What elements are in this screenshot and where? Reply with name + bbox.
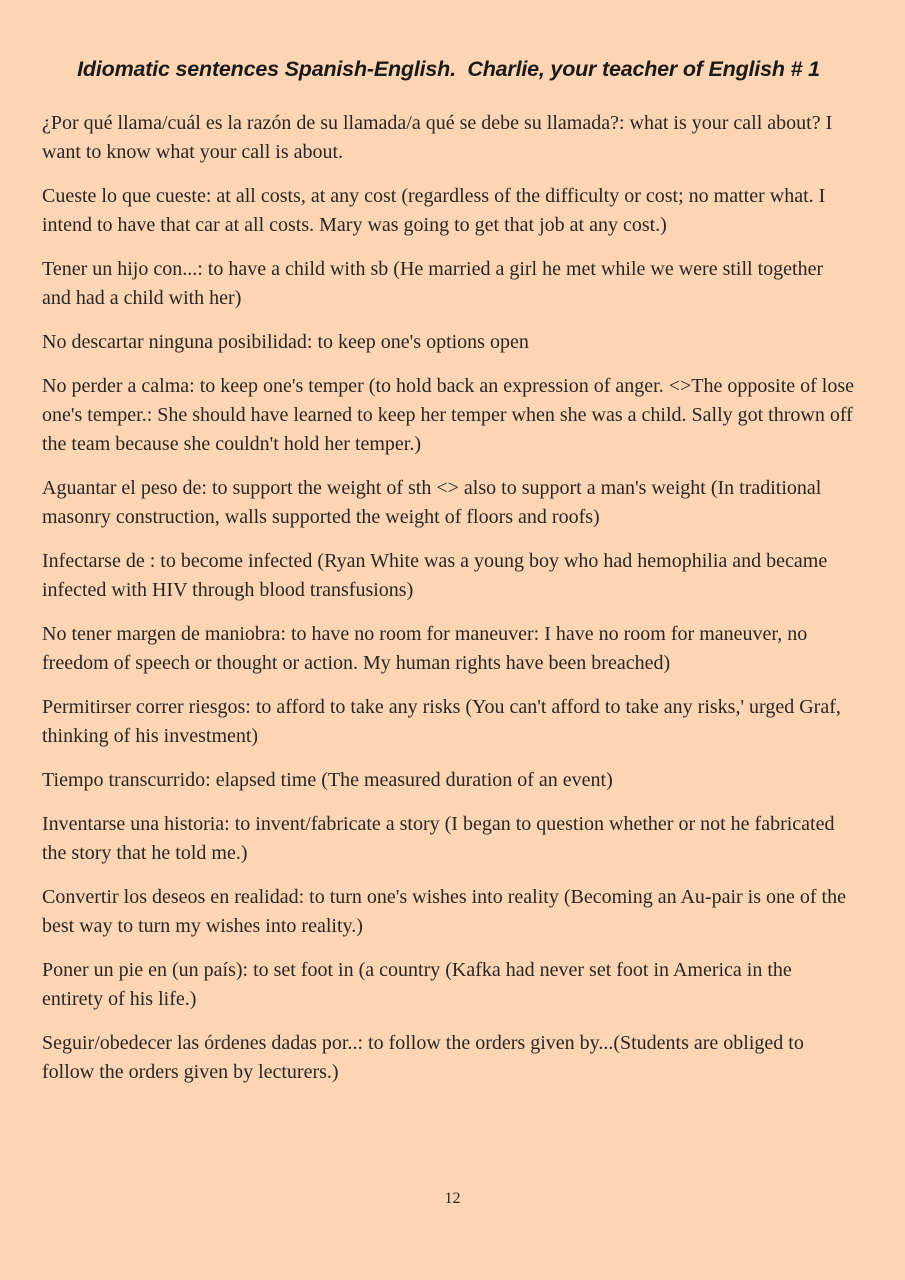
page-title: Idiomatic sentences Spanish-English. Charlie, your teacher of English # 1 <box>77 57 820 81</box>
paragraph: No perder a calma: to keep one's temper (to hold back an expression of anger. <>The opposite of lose one's temper.: She should have learned to keep her temper when she was a child. Sally got thrown off the team because she couldn't hold her temper.) <box>42 375 855 455</box>
paragraph: Aguantar el peso de: to support the weight of sth <> also to support a man's weight (In traditional masonry construction, walls supported the weight of floors and roofs) <box>42 477 822 528</box>
paragraph: No descartar ninguna posibilidad: to keep one's options open <box>42 331 529 353</box>
paragraph: Tener un hijo con...: to have a child with sb (He married a girl he met while we were still together and had a child with her) <box>42 258 824 309</box>
paragraph: No tener margen de maniobra: to have no room for maneuver: I have no room for maneuver, no freedom of speech or thought or action. My human rights have been breached) <box>42 623 808 674</box>
paragraph: Cueste lo que cueste: at all costs, at any cost (regardless of the difficulty or cost; no matter what. I intend to have that car at all costs. Mary was going to get that job at any cost.) <box>42 185 826 236</box>
paragraph: Tiempo transcurrido: elapsed time (The measured duration of an event) <box>42 769 613 791</box>
paragraph: Permitirser correr riesgos: to afford to take any risks (You can't afford to take any risks,' urged Graf, thinking of his investment) <box>42 696 841 747</box>
paragraph: Poner un pie en (un país): to set foot in (a country (Kafka had never set foot in America in the entirety of his life.) <box>42 959 792 1010</box>
page-number: 12 <box>444 1190 461 1207</box>
paragraph: Inventarse una historia: to invent/fabricate a story (I began to question whether or not he fabricated the story that he told me.) <box>42 813 835 864</box>
paragraph: Infectarse de : to become infected (Ryan White was a young boy who had hemophilia and became infected with HIV through blood transfusions) <box>42 550 828 601</box>
paragraph: Seguir/obedecer las órdenes dadas por..: to follow the orders given by...(Students are obliged to follow the orders given by lecturers.) <box>42 1032 804 1083</box>
paragraph: ¿Por qué llama/cuál es la razón de su llamada/a qué se debe su llamada?: what is your call about? I want to know what your call is about. <box>42 112 833 163</box>
paragraph: Convertir los deseos en realidad: to turn one's wishes into reality (Becoming an Au-pair is one of the best way to turn my wishes into reality.) <box>42 886 846 937</box>
